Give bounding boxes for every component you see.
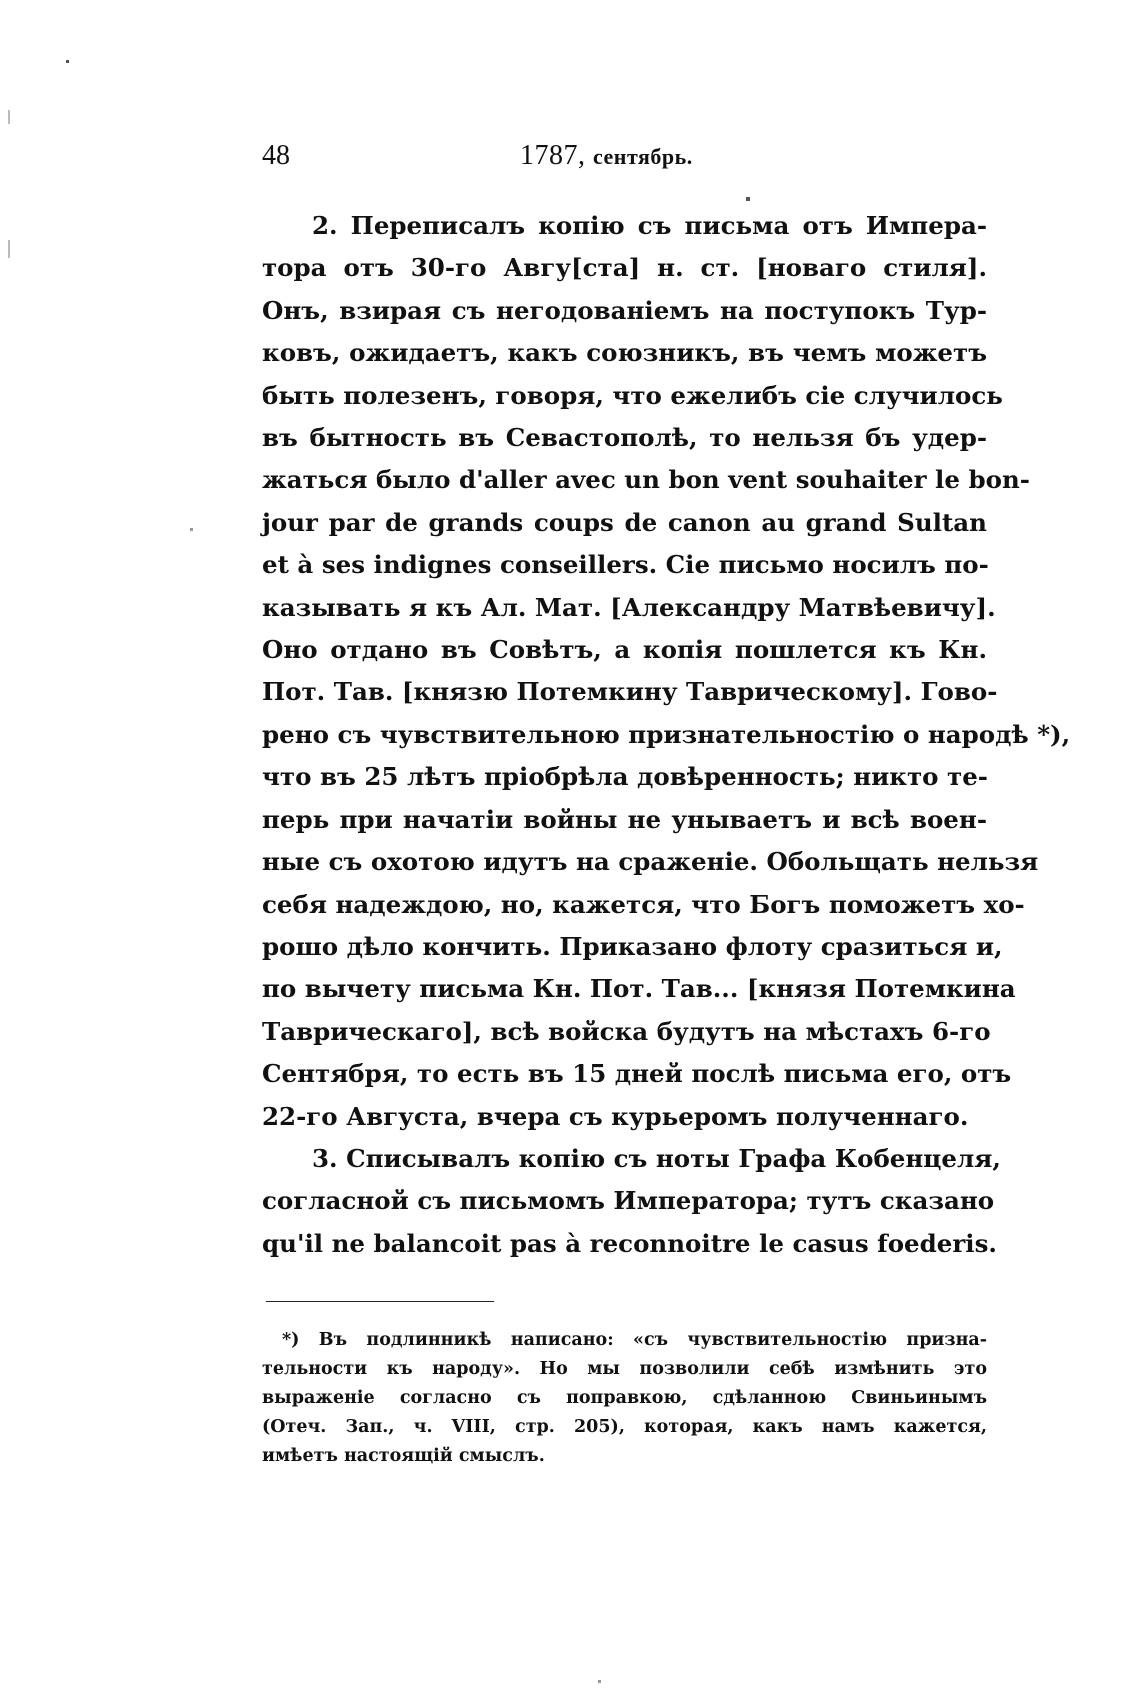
- footnote-line: выраженіе согласно съ поправкою, сдѣланною Свиньинымъ: [262, 1388, 987, 1408]
- scan-speck: [598, 1680, 601, 1683]
- text-line: по вычету письма Кн. Пот. Тав... [князя Потемкина: [262, 974, 1016, 1004]
- text-line: jour par de grands coups de canon au grand Sultan: [262, 507, 987, 537]
- text-line: ные съ охотою идутъ на сраженіе. Обольщать нельзя: [262, 847, 1039, 877]
- footnote-line: имѣетъ настоящій смыслъ.: [262, 1446, 545, 1466]
- footnote-line: тельности къ народу». Но мы позволили себѣ измѣнить это: [262, 1359, 987, 1379]
- text-line: въ бытность въ Севастополѣ, то нельзя бъ удер-: [262, 423, 987, 453]
- text-line: 2. Переписалъ копію съ письма отъ Импера-: [312, 211, 987, 240]
- text-line: 3. Списывалъ копію съ ноты Графа Кобенцеля,: [312, 1143, 1001, 1173]
- text-line: перь при начатіи войны не унываетъ и всѣ воен-: [262, 804, 987, 834]
- text-line: Пот. Тав. [князю Потемкину Таврическому]. Гово-: [262, 677, 998, 707]
- text-line: et à ses indignes conseillers. Сіе письмо носилъ по-: [262, 550, 989, 580]
- running-head-year: 1787,: [520, 140, 586, 171]
- text-line: рено съ чувствительною признательностію о народѣ *),: [262, 719, 1071, 749]
- running-head-month: сентябрь.: [593, 144, 693, 169]
- main-text: [262, 205, 1071, 1265]
- text-line: Таврическаго], всѣ войска будутъ на мѣстахъ 6-го: [262, 1016, 991, 1046]
- footnote: [262, 1326, 987, 1471]
- text-line: Оно отдано въ Совѣтъ, а копія пошлется къ Кн.: [262, 635, 987, 665]
- footnote-divider: [266, 1301, 494, 1302]
- page-header: [262, 140, 992, 180]
- text-line: рошо дѣло кончить. Приказано флоту сразиться и,: [262, 931, 1003, 961]
- scan-speck: [8, 240, 10, 258]
- scan-speck: [66, 60, 69, 63]
- text-line: qu'il ne balancoit pas à reconnoitre le casus foederis.: [262, 1228, 997, 1258]
- running-head: [520, 140, 693, 172]
- scan-speck: [746, 197, 750, 201]
- footnote-line: (Отеч. Зап., ч. VIII, стр. 205), которая, какъ намъ кажется,: [262, 1417, 987, 1437]
- text-line: казывать я къ Ал. Мат. [Александру Матвѣевичу].: [262, 592, 996, 622]
- footnote-line: *) Въ подлинникѣ написано: «съ чувствительностію призна-: [282, 1330, 987, 1350]
- text-line: Сентября, то есть въ 15 дней послѣ письма его, отъ: [262, 1059, 1012, 1089]
- text-line: 22-го Августа, вчера съ курьеромъ полученнаго.: [262, 1101, 969, 1131]
- text-line: что въ 25 лѣтъ пріобрѣла довѣренность; никто те-: [262, 762, 988, 792]
- text-line: тора отъ 30-го Авгу[ста] н. ст. [новаго стиля].: [262, 253, 987, 283]
- text-line: согласной съ письмомъ Императора; тутъ сказано: [262, 1186, 995, 1216]
- text-line: себя надеждою, но, кажется, что Богъ поможетъ хо-: [262, 889, 1025, 919]
- text-line: Онъ, взирая съ негодованіемъ на поступокъ Тур-: [262, 295, 987, 325]
- scan-speck: [8, 110, 10, 124]
- scan-speck: [190, 528, 193, 531]
- text-line: ковъ, ожидаетъ, какъ союзникъ, въ чемъ можетъ: [262, 338, 987, 368]
- text-line: жаться было d'aller avec un bon vent souhaiter le bon-: [262, 465, 1030, 495]
- page-number: 48: [262, 140, 290, 171]
- text-line: быть полезенъ, говоря, что ежелибъ сіе случилось: [262, 380, 1003, 410]
